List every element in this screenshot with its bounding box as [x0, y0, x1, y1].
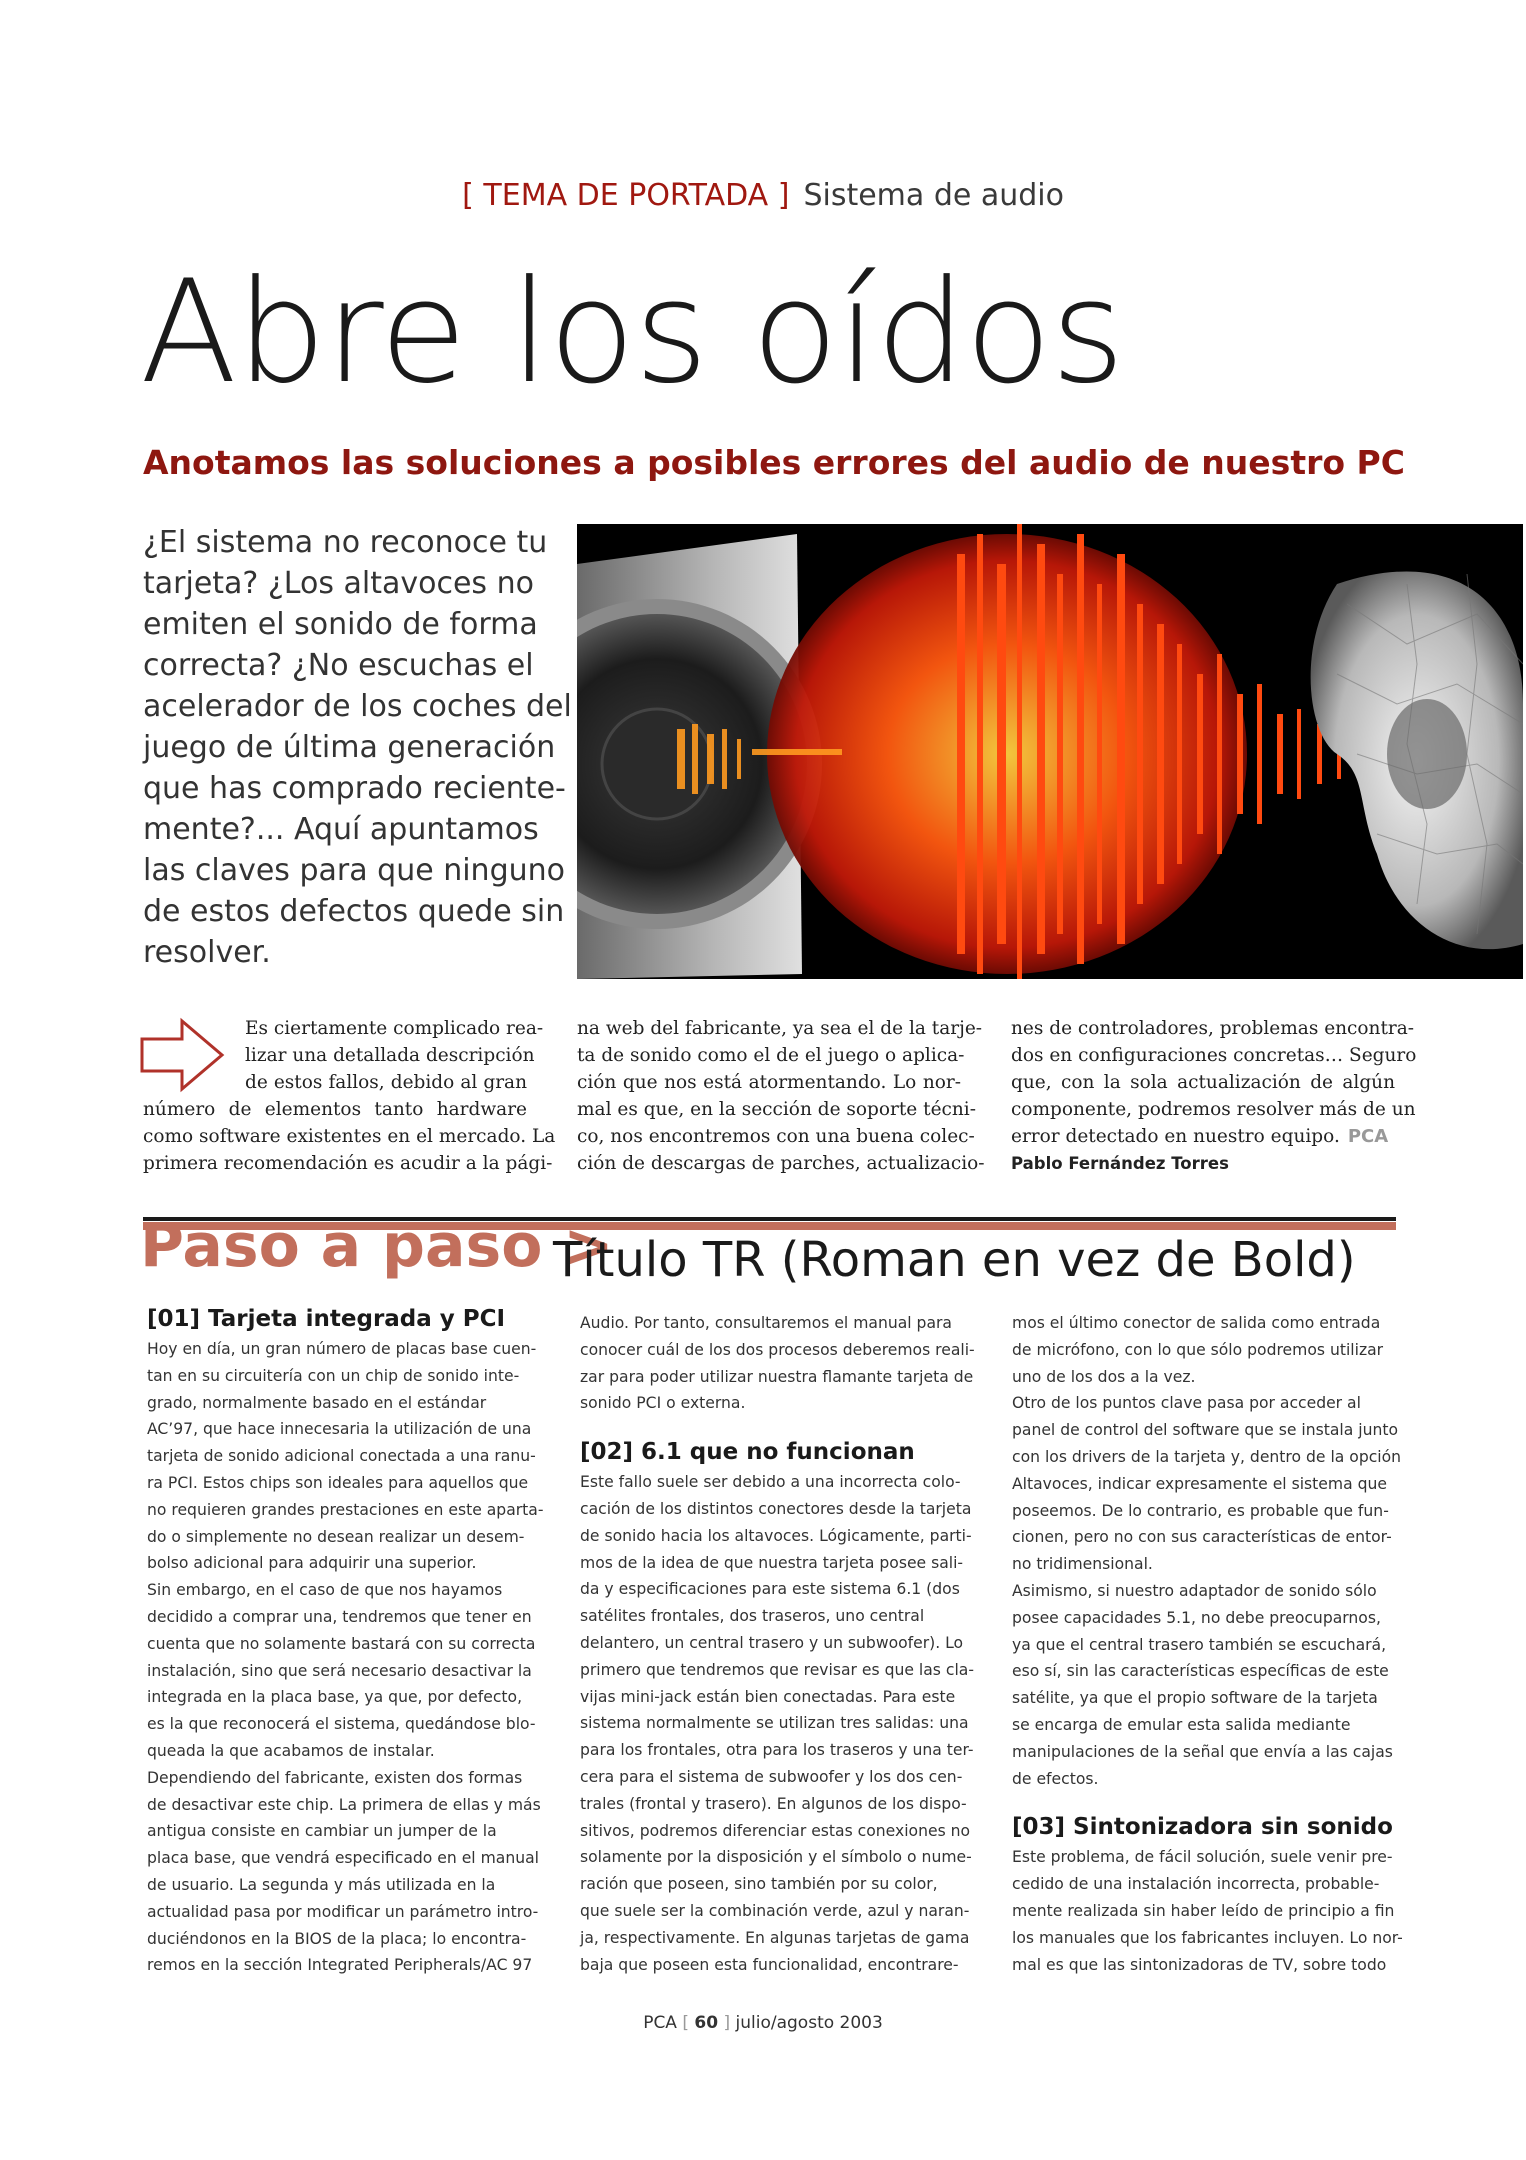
body-line: con los drivers de la tarjeta y, dentro de la opción	[1012, 1447, 1402, 1466]
body-line: Este problema, de fácil solución, suele venir pre-	[1012, 1848, 1393, 1867]
lede-line: que has comprado reciente-	[143, 771, 566, 806]
body-line: integrada en la placa base, ya que, por defecto,	[147, 1688, 523, 1707]
body-line: decidido a comprar una, tendremos que tener en	[147, 1607, 532, 1626]
footer-magazine: PCA	[643, 2013, 677, 2033]
body-line: Altavoces, indicar expresamente el sistema que	[1012, 1474, 1387, 1493]
intro-line: componente, podremos resolver más de un	[1011, 1099, 1416, 1120]
intro-line: co, nos encontremos con una buena colec-	[577, 1126, 975, 1147]
intro-column-1	[143, 1015, 556, 1177]
body-line: mos de la idea de que nuestra tarjeta posee sali-	[580, 1553, 964, 1572]
body-line: Asimismo, si nuestro adaptador de sonido sólo	[1012, 1581, 1377, 1600]
section-name: Sistema de audio	[803, 178, 1064, 213]
body-column-1	[147, 1302, 544, 1979]
intro-line: lizar una detallada descripción	[245, 1045, 535, 1066]
body-column-2	[580, 1310, 975, 1978]
body-line: tarjeta de sonido adicional conectada a una ranu-	[147, 1447, 536, 1466]
body-line: sitivos, podremos diferenciar estas conexiones no	[580, 1821, 971, 1840]
intro-last-line	[1011, 1123, 1395, 1150]
body-line: tan en su circuitería con un chip de sonido inte-	[147, 1366, 520, 1385]
body-line: mente realizada sin haber leído de principio a fin	[1012, 1901, 1395, 1920]
body-line: Dependiendo del fabricante, existen dos formas	[147, 1768, 523, 1787]
lede-line: acelerador de los coches del	[143, 689, 572, 724]
body-line: poseemos. De lo contrario, es probable que fun-	[1012, 1501, 1389, 1520]
intro-line: ción que nos está atormentando. Lo nor-	[577, 1072, 961, 1093]
body-line: de efectos.	[1012, 1769, 1099, 1788]
intro-line: error detectado en nuestro equipo.	[1011, 1126, 1340, 1147]
body-line: satélites frontales, dos traseros, uno central	[580, 1607, 925, 1626]
steps-banner-label: Paso a paso >	[140, 1211, 614, 1281]
lede-line: tarjeta? ¿Los altavoces no	[143, 566, 534, 601]
footer-bracket-open: [	[682, 2013, 689, 2033]
body-line: antigua consiste en cambiar un jumper de la	[147, 1822, 497, 1841]
body-line: los manuales que los fabricantes incluyen. Lo nor-	[1012, 1928, 1403, 1947]
body-line: panel de control del software que se instala junto	[1012, 1421, 1398, 1440]
body-line: Este fallo suele ser debido a una incorrecta colo-	[580, 1473, 961, 1492]
body-line: delantero, un central trasero y un subwoofer). Lo	[580, 1633, 964, 1652]
article-title: Abre los oídos	[140, 250, 1124, 415]
body-line: zar para poder utilizar nuestra flamante tarjeta de	[580, 1367, 974, 1386]
body-line: solamente por la disposición y el símbolo o nume-	[580, 1848, 972, 1867]
lede-line: mente?... Aquí apuntamos	[143, 812, 539, 847]
body-line: conocer cuál de los dos procesos deberemos reali-	[580, 1340, 975, 1359]
section-tag: [ TEMA DE PORTADA ]	[462, 178, 790, 213]
lede-line: resolver.	[143, 935, 271, 970]
lede-line: emiten el sonido de forma	[143, 607, 538, 642]
intro-line: de estos fallos, debido al gran	[245, 1072, 527, 1093]
intro-line: Es ciertamente complicado rea-	[245, 1018, 544, 1039]
page-footer	[0, 2013, 1526, 2033]
lede-line: juego de última generación	[143, 730, 556, 765]
body-line: cionen, pero no con sus características de entor-	[1012, 1528, 1392, 1547]
intro-line: número de elementos tanto hardware	[143, 1099, 527, 1120]
intro-line: mal es que, en la sección de soporte técni-	[577, 1099, 976, 1120]
body-line: primero que tendremos que revisar es que las cla-	[580, 1660, 974, 1679]
body-line: grado, normalmente basado en el estándar	[147, 1393, 487, 1412]
body-line: mal es que las sintonizadoras de TV, sobre todo	[1012, 1955, 1387, 1974]
footer-date: julio/agosto 2003	[735, 2013, 883, 2033]
body-line: sistema normalmente se utilizan tres salidas: una	[580, 1714, 969, 1733]
body-line: que suele ser la combinación verde, azul y naran-	[580, 1901, 970, 1920]
body-line: mos el último conector de salida como entrada	[1012, 1314, 1381, 1332]
body-line: de usuario. La segunda y más utilizada en la	[147, 1875, 496, 1894]
body-line: placa base, que vendrá especificado en el manual	[147, 1849, 539, 1868]
body-line: manipulaciones de la señal que envía a las cajas	[1012, 1742, 1393, 1761]
body-line: queada la que acabamos de instalar.	[147, 1741, 435, 1760]
body-line: remos en la sección Integrated Peripherals/AC 97	[147, 1956, 533, 1975]
intro-line: ción de descargas de parches, actualizacio-	[577, 1153, 985, 1174]
body-line: satélite, ya que el propio software de la tarjeta	[1012, 1689, 1378, 1708]
body-line: de micrófono, con lo que sólo podremos utilizar	[1012, 1340, 1384, 1359]
intro-line: ta de sonido como el de el juego o aplica-	[577, 1045, 965, 1066]
intro-column-2	[577, 1015, 985, 1177]
body-line: de sonido hacia los altavoces. Lógicamente, parti-	[580, 1526, 972, 1545]
body-line: se encarga de emular esta salida mediante	[1012, 1715, 1351, 1734]
body-line: no requieren grandes prestaciones en este aparta-	[147, 1500, 544, 1519]
intro-line: nes de controladores, problemas encontra-	[1011, 1018, 1415, 1039]
body-line: Audio. Por tanto, consultaremos el manual para	[580, 1314, 952, 1332]
article-subtitle: Anotamos las soluciones a posibles errores del audio de nuestro PC	[143, 443, 1405, 482]
end-tag: PCA	[1347, 1126, 1389, 1147]
hero-image	[577, 524, 1523, 979]
section-heading-02: [02] 6.1 que no funcionan	[580, 1439, 915, 1466]
intro-column-3	[1011, 1015, 1417, 1177]
body-line: cuenta que no solamente bastará con su correcta	[147, 1634, 536, 1653]
body-line: AC’97, que hace innecesaria la utilización de una	[147, 1420, 532, 1439]
body-line: instalación, sino que será necesario desactivar la	[147, 1661, 532, 1680]
body-line: Sin embargo, en el caso de que nos hayamos	[147, 1581, 503, 1600]
body-line: cera para el sistema de subwoofer y los dos cen-	[580, 1767, 963, 1786]
footer-page-number: 60	[694, 2013, 719, 2033]
body-line: es la que reconocerá el sistema, quedándose blo-	[147, 1715, 536, 1734]
section-header	[0, 178, 1064, 213]
lede-line: ¿El sistema no reconoce tu	[143, 525, 548, 560]
body-line: cación de los distintos conectores desde la tarjeta	[580, 1499, 972, 1518]
body-line: actualidad pasa por modificar un parámetro intro-	[147, 1902, 539, 1921]
body-line: ra PCI. Estos chips son ideales para aquellos que	[147, 1473, 529, 1492]
body-line: ración que poseen, sino también por su color,	[580, 1875, 938, 1894]
intro-line: primera recomendación es acudir a la pági-	[143, 1153, 553, 1174]
body-line: uno de los dos a la vez.	[1012, 1367, 1196, 1386]
body-line: baja que poseen esta funcionalidad, encontrare-	[580, 1955, 959, 1974]
article-lede	[143, 522, 572, 973]
body-line: sonido PCI o externa.	[580, 1394, 746, 1413]
body-line: Otro de los puntos clave pasa por acceder al	[1012, 1394, 1361, 1413]
body-line: posee capacidades 5.1, no debe preocuparnos,	[1012, 1608, 1381, 1627]
author-byline: Pablo Fernández Torres	[1011, 1154, 1229, 1173]
body-line: ya que el central trasero también se escuchará,	[1012, 1635, 1387, 1654]
body-line: do o simplemente no desean realizar un desem-	[147, 1527, 525, 1546]
steps-banner-subtitle: Título TR (Roman en vez de Bold)	[553, 1232, 1356, 1288]
body-line: vijas mini-jack están bien conectadas. Para este	[580, 1687, 956, 1706]
body-line: da y especificaciones para este sistema 6.1 (dos	[580, 1580, 960, 1599]
lede-line: de estos defectos quede sin	[143, 894, 565, 929]
body-line: no tridimensional.	[1012, 1555, 1153, 1574]
body-line: eso sí, sin las características específicas de este	[1012, 1662, 1389, 1681]
lede-line: las claves para que ninguno	[143, 853, 565, 888]
intro-line: como software existentes en el mercado. La	[143, 1126, 556, 1147]
speaker-soundwave-ear-illustration	[577, 524, 1523, 979]
body-line: duciéndonos en la BIOS de la placa; lo encontra-	[147, 1929, 527, 1948]
body-line: Hoy en día, un gran número de placas base cuen-	[147, 1340, 537, 1358]
body-line: de desactivar este chip. La primera de ellas y más	[147, 1795, 541, 1814]
body-column-3	[1012, 1310, 1403, 1978]
body-line: cedido de una instalación incorrecta, probable-	[1012, 1875, 1380, 1894]
lede-line: correcta? ¿No escuchas el	[143, 648, 534, 683]
body-line: para los frontales, otra para los traseros y una ter-	[580, 1741, 974, 1760]
body-line: ja, respectivamente. En algunas tarjetas de gama	[580, 1928, 970, 1947]
body-line: trales (frontal y trasero). En algunos de los dispo-	[580, 1794, 967, 1813]
intro-line: dos en configuraciones concretas… Seguro	[1011, 1045, 1417, 1066]
body-line: bolso adicional para adquirir una superior.	[147, 1554, 477, 1573]
intro-line: que, con la sola actualización de algún	[1011, 1072, 1395, 1093]
footer-bracket-close: ]	[723, 2013, 731, 2033]
section-heading-01: [01] Tarjeta integrada y PCI	[147, 1306, 506, 1332]
section-heading-03: [03] Sintonizadora sin sonido	[1012, 1814, 1393, 1841]
intro-line: na web del fabricante, ya sea el de la tarje-	[577, 1018, 983, 1039]
